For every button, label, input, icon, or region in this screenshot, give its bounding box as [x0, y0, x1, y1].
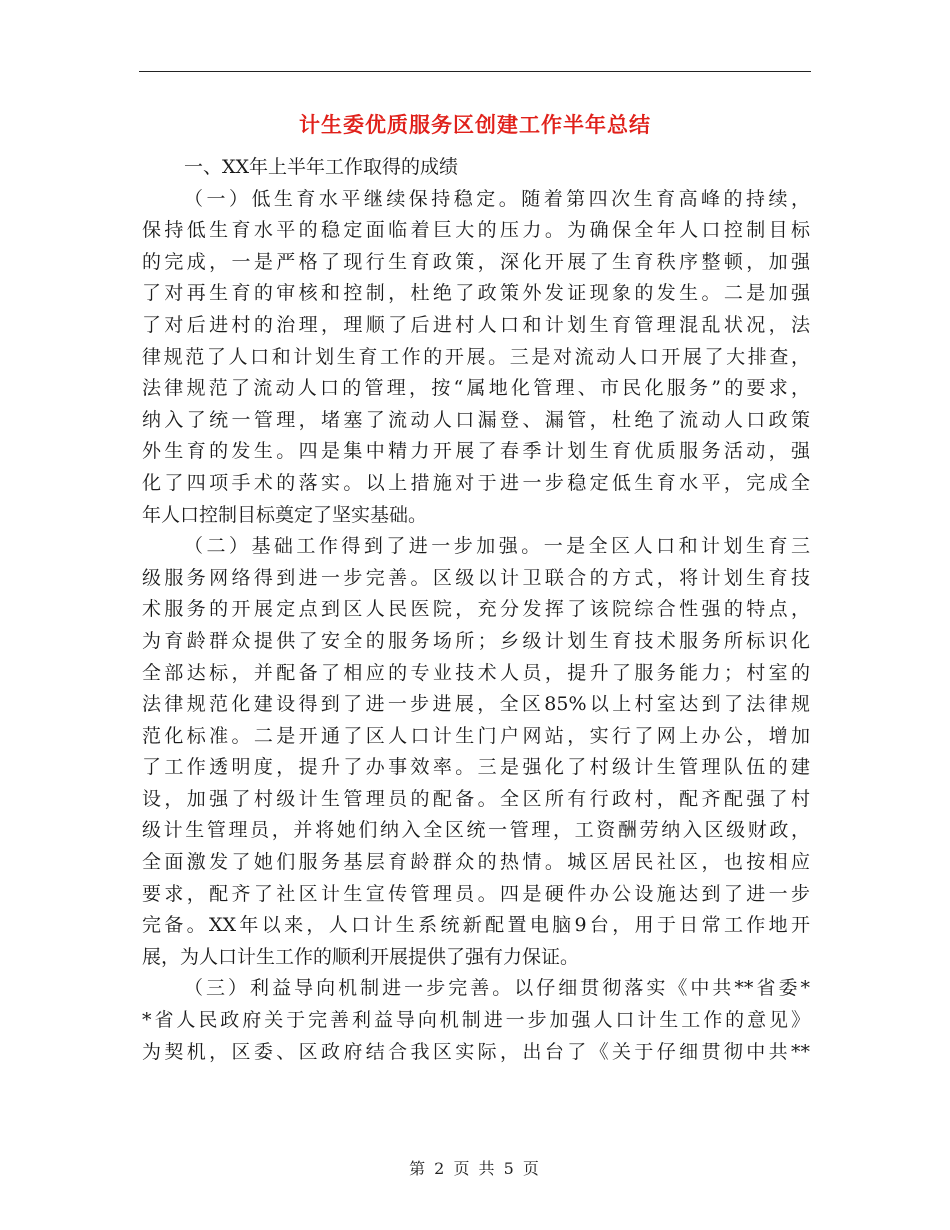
text-line: 纳入了统一管理，堵塞了流动人口漏登、漏管，杜绝了流动人口政策 — [142, 408, 810, 431]
text-line: （三）利益导向机制进一步完善。以仔细贯彻落实《中共**省委* — [184, 977, 810, 1000]
text-line: 年人口控制目标奠定了坚实基础。 — [142, 503, 428, 526]
document-title: 计生委优质服务区创建工作半年总结 — [299, 113, 651, 137]
text-line: 法律规范了流动人口的管理，按“属地化管理、市民化服务”的要求， — [142, 377, 810, 400]
text-line: 外生育的发生。四是集中精力开展了春季计划生育优质服务活动，强 — [142, 440, 810, 463]
text-line: 化了四项手术的落实。以上措施对于进一步稳定低生育水平，完成全 — [142, 471, 810, 494]
text-line: 了对再生育的审核和控制，杜绝了政策外发证现象的发生。二是加强 — [142, 282, 810, 305]
text-line: 为契机，区委、区政府结合我区实际，出台了《关于仔细贯彻中共** — [142, 1040, 810, 1063]
text-line: 为育龄群众提供了安全的服务场所；乡级计划生育技术服务所标识化 — [142, 629, 810, 652]
text-line: 范化标准。二是开通了区人口计生门户网站，实行了网上办公，增加 — [142, 724, 810, 747]
text-line: 设，加强了村级计生管理员的配备。全区所有行政村，配齐配强了村 — [142, 787, 810, 810]
text-line: 全面激发了她们服务基层育龄群众的热情。城区居民社区，也按相应 — [142, 851, 810, 874]
text-line: 保持低生育水平的稳定面临着巨大的压力。为确保全年人口控制目标 — [142, 219, 810, 242]
text-line: （一）低生育水平继续保持稳定。随着第四次生育高峰的持续， — [184, 187, 810, 210]
text-line: 全部达标，并配备了相应的专业技术人员，提升了服务能力；村室的 — [142, 661, 810, 684]
text-line: 展，为人口计生工作的顺利开展提供了强有力保证。 — [142, 945, 580, 968]
text-line: 一、XX年上半年工作取得的成绩 — [184, 156, 459, 178]
text-line: 了工作透明度，提升了办事效率。三是强化了村级计生管理队伍的建 — [142, 756, 810, 779]
text-line: *省人民政府关于完善利益导向机制进一步加强人口计生工作的意见》 — [142, 1009, 810, 1032]
text-line: 级服务网络得到进一步完善。区级以计卫联合的方式，将计划生育技 — [142, 566, 810, 589]
text-line: 级计生管理员，并将她们纳入全区统一管理，工资酬劳纳入区级财政， — [142, 819, 810, 842]
page-number: 第 2 页 共 5 页 — [409, 1159, 541, 1178]
text-line: 律规范了人口和计划生育工作的开展。三是对流动人口开展了大排查， — [142, 345, 810, 368]
text-line: 完备。XX年以来，人口计生系统新配置电脑9台，用于日常工作地开 — [142, 914, 810, 937]
header-rule — [139, 71, 811, 72]
text-line: 了对后进村的治理，理顺了后进村人口和计划生育管理混乱状况，法 — [142, 313, 810, 336]
text-line: （二）基础工作得到了进一步加强。一是全区人口和计划生育三 — [184, 535, 810, 558]
document-body — [142, 152, 810, 1068]
text-line: 要求，配齐了社区计生宣传管理员。四是硬件办公设施达到了进一步 — [142, 882, 810, 905]
text-line: 术服务的开展定点到区人民医院，充分发挥了该院综合性强的特点， — [142, 598, 810, 621]
text-line: 的完成，一是严格了现行生育政策，深化开展了生育秩序整顿，加强 — [142, 250, 810, 273]
text-line: 法律规范化建设得到了进一步进展，全区85%以上村室达到了法律规 — [142, 693, 810, 716]
